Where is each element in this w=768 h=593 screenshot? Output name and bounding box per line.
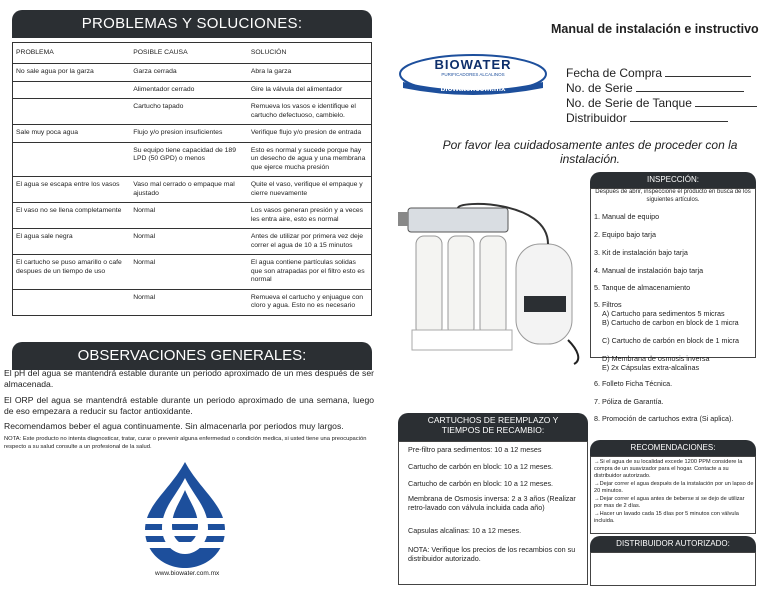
inspection-item: 7. Póliza de Garantía. — [594, 397, 664, 406]
inspection-subitem: E) 2x Cápsulas extra-alcalinas — [602, 363, 700, 372]
cartridge-item: Pre-filtro para sedimentos: 10 a 12 meses — [408, 445, 542, 454]
purchase-date-field[interactable] — [566, 66, 751, 80]
biowater-drop-logo — [110, 460, 260, 570]
column-header: SOLUCIÓN — [250, 49, 287, 56]
table-cell: Sale muy poca agua — [13, 125, 131, 142]
table-row — [13, 203, 372, 229]
inspection-item: 8. Promoción de cartuchos extra (Si aplica). — [594, 414, 734, 423]
product-image — [398, 200, 588, 365]
table-cell — [13, 289, 131, 315]
column-header: POSIBLE CAUSA — [133, 49, 188, 56]
table-cell: Normal — [130, 203, 248, 229]
biowater-logo — [398, 54, 548, 98]
recommendation-item: →Dejar correr el agua después de la instalación por un lapso de 20 minutos. — [594, 481, 754, 494]
observation-drink: Recomendamos beber el agua continuamente. Sin almacenarla por periodos muy largos. — [4, 421, 344, 431]
table-cell: Normal — [130, 255, 248, 289]
observations-title: OBSERVACIONES GENERALES: — [12, 342, 372, 370]
table-cell: Remueva los vasos e identifique el cartucho defectuoso, cambielo. — [248, 99, 372, 125]
table-cell: Cartucho tapado — [130, 99, 248, 125]
observation-ph: El pH del agua se mantendrá estable durante un periodo aproximado de un mes después de ser almacenada. — [4, 368, 374, 390]
medical-disclaimer: NOTA: Este producto no intenta diagnosticar, tratar, curar o prevenir alguna enfermedad o condición medica, si usted tiene una preocupación respecto a su salud consulte a un profesional de la salud. — [4, 436, 367, 450]
inspection-item: 2. Equipo bajo tarja — [594, 230, 656, 239]
table-cell: Abra la garza — [248, 64, 372, 81]
brand-tagline: PURIFICADORES ALCALINOS — [441, 72, 505, 77]
inspection-item: 5. Tanque de almacenamiento — [594, 283, 691, 292]
table-cell: Gire la válvula del alimentador — [248, 81, 372, 98]
table-cell: Garza cerrada — [130, 64, 248, 81]
inspection-item: 3. Kit de instalación bajo tarja — [594, 248, 688, 257]
table-row — [13, 229, 372, 255]
recommendation-item: →Si el agua de su localidad excede 1200 PPM considere la compra de un suavizador para el hogar. Contacte a su distribuidor autorizado. — [594, 459, 743, 479]
column-header: PROBLEMA — [16, 49, 54, 56]
manual-title: Manual de instalación e instructivo — [551, 22, 759, 36]
cartridge-item: Capsulas alcalinas: 10 a 12 meses. — [408, 526, 522, 535]
cartridge-item: Cartucho de carbón en block: 10 a 12 meses. — [408, 462, 554, 471]
table-cell: Antes de utilizar por primera vez deje correr el agua de 10 a 15 minutos — [248, 229, 372, 255]
table-cell: Flujo y/o presion insuficientes — [130, 125, 248, 142]
recommendation-item: →Hacer un lavado cada 15 días por 5 minutos con válvula incluida. — [594, 511, 739, 524]
recommendation-item: →Dejar correr el agua antes de beberse si se dejo de utilizar por mas de 2 días. — [594, 496, 745, 509]
table-cell: Esto es normal y sucede porque hay un desecho de agua y una membrana que ejerce mucha presión — [248, 142, 372, 176]
table-row — [13, 255, 372, 289]
field-line[interactable] — [630, 121, 728, 122]
cartridges-title-line2: TIEMPOS DE RECAMBIO: — [441, 424, 545, 435]
brand-url: biowater.com.mx — [440, 84, 506, 93]
table-row — [13, 142, 372, 176]
field-line[interactable] — [695, 106, 757, 107]
problems-table — [12, 42, 372, 316]
table-row — [13, 177, 372, 203]
field-label: Distribuidor — [566, 111, 627, 125]
table-cell: El agua se escapa entre los vasos — [13, 177, 131, 203]
table-row — [13, 81, 372, 98]
table-cell: Su equipo tiene capacidad de 189 LPD (50 GPD) o menos — [130, 142, 248, 176]
table-row — [13, 289, 372, 315]
distributor-field[interactable] — [566, 111, 728, 125]
brand-name: BIOWATER — [434, 57, 512, 72]
table-cell: Normal — [130, 229, 248, 255]
read-notice: Por favor lea cuidadosamente antes de proceder con la instalación. — [442, 138, 738, 167]
table-cell: El agua contiene partículas solidas que son atrapadas por el filtro esto es normal — [248, 255, 372, 289]
table-cell: Alimentador cerrado — [130, 81, 248, 98]
table-cell: Normal — [130, 289, 248, 315]
cartridge-note: NOTA: Verifique los precios de los recambios con su distribuidor autorizado. — [408, 545, 576, 563]
table-cell: Vaso mal cerrado o empaque mal ajustado — [130, 177, 248, 203]
inspection-subtitle: Después de abrir, inspeccione el producto en busca de los siguientes artículos. — [595, 189, 751, 203]
cartridge-item: Membrana de Osmosis inversa: 2 a 3 años (Realizar retro-lavado con válvula incluida cada año) — [408, 494, 576, 512]
table-row — [13, 99, 372, 125]
table-row — [13, 125, 372, 142]
cartridges-title — [398, 413, 588, 441]
cartridges-title-line1: CARTUCHOS DE REEMPLAZO Y — [427, 415, 559, 425]
field-label: Fecha de Compra — [566, 66, 663, 80]
table-row — [13, 64, 372, 81]
observation-orp: El ORP del agua se mantendrá estable durante un periodo aproximado de una semana, luego de eso empezara a reducir su factor antioxidante. — [4, 395, 374, 417]
table-cell — [13, 142, 131, 176]
table-cell: El cartucho se puso amarillo o cafe despues de un tiempo de uso — [13, 255, 131, 289]
table-cell: Quite el vaso, verifique el empaque y cierre nuevamente — [248, 177, 372, 203]
inspection-subitem: D) Membrana de osmosis inversa — [602, 354, 710, 363]
serial-number-field[interactable] — [566, 81, 744, 95]
inspection-subitem: A) Cartucho para sedimentos 5 micras — [602, 309, 725, 318]
inspection-subitem: C) Cartucho de carbón en block de 1 micra — [602, 336, 740, 345]
tank-serial-field[interactable] — [566, 96, 757, 110]
cartridge-item: Cartucho de carbón en block: 10 a 12 meses. — [408, 479, 554, 488]
table-header-row — [13, 43, 372, 64]
table-cell — [13, 99, 131, 125]
table-cell: No sale agua por la garza — [13, 64, 131, 81]
problems-title: PROBLEMAS Y SOLUCIONES: — [12, 10, 372, 38]
table-cell: Los vasos generan presión y a veces les entra aire, esto es normal — [248, 203, 372, 229]
inspection-item: 5. Filtros — [594, 300, 622, 309]
inspection-item: 6. Folleto Ficha Técnica. — [594, 379, 673, 388]
inspection-subitem: B) Cartucho de carbon en block de 1 micra — [602, 318, 739, 327]
field-line[interactable] — [665, 76, 751, 77]
recommendations-title: RECOMENDACIONES: — [590, 440, 756, 456]
table-cell: Verifique flujo y/o presion de entrada — [248, 125, 372, 142]
inspection-item: 1. Manual de equipo — [594, 212, 660, 221]
inspection-item: 4. Manual de instalación bajo tarja — [594, 266, 704, 275]
table-cell — [13, 81, 131, 98]
website-link[interactable]: www.biowater.com.mx — [155, 570, 220, 577]
distributor-title: DISTRIBUIDOR AUTORIZADO: — [590, 536, 756, 552]
field-label: No. de Serie — [566, 81, 633, 95]
field-label: No. de Serie de Tanque — [566, 96, 692, 110]
table-cell: El agua sale negra — [13, 229, 131, 255]
inspection-title: INSPECCIÓN: — [590, 172, 756, 188]
table-cell: El vaso no se llena completamente — [13, 203, 131, 229]
table-cell: Remueva el cartucho y enjuague con cloro y agua. Esto no es necesario — [248, 289, 372, 315]
field-line[interactable] — [636, 91, 744, 92]
distributor-box[interactable] — [590, 552, 756, 586]
